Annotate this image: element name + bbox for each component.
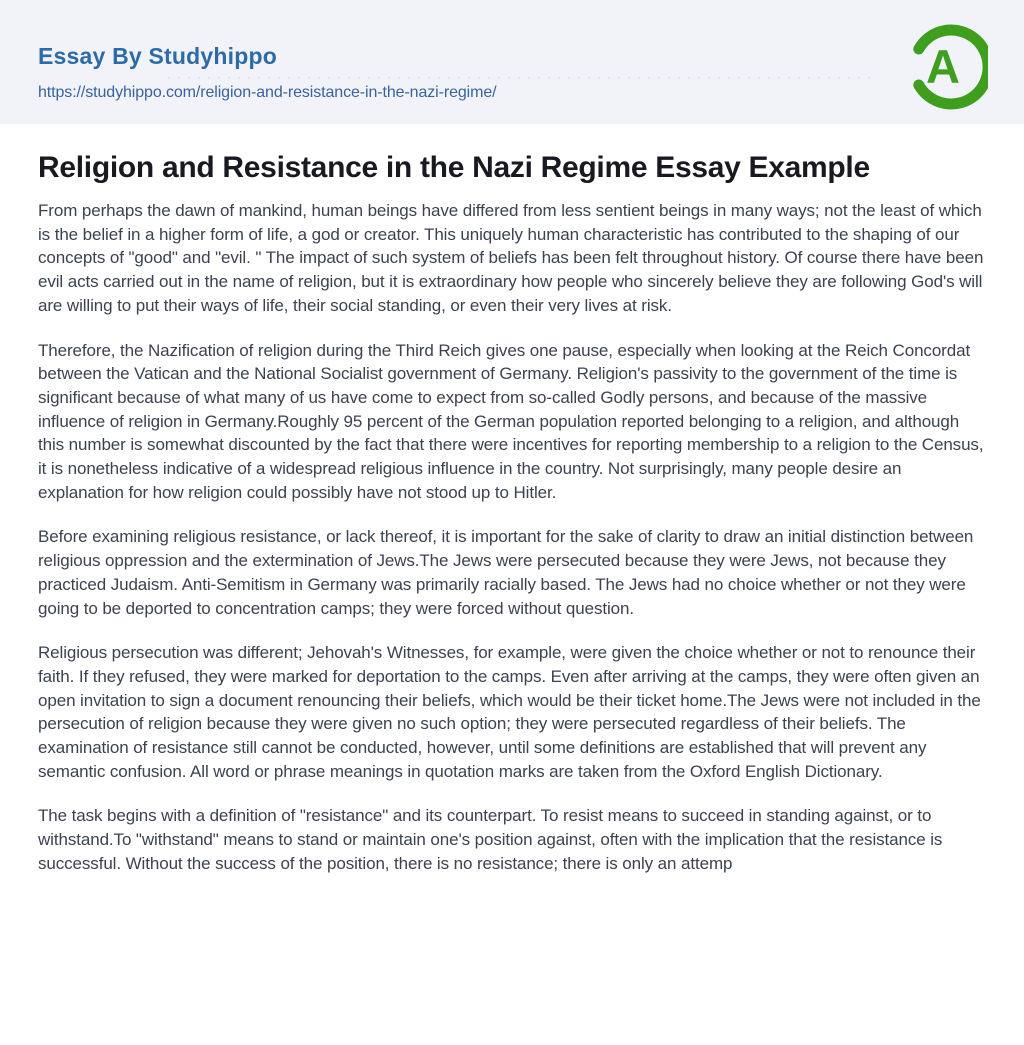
paragraph: Religious persecution was different; Jehovah's Witnesses, for example, were given the choice whether or not to renounce their faith. If they refused, they were marked for deportation to the camps. Even after arriving at the camps, they were often given an open invitation to sign a document renouncing their beliefs, which would be their ticket home.The Jews were not included in the persecution of religion because they were given no such option; they were persecuted regardless of their beliefs. The examination of resistance still cannot be conducted, however, until some definitions are established that will prevent any semantic confusion. All word or phrase meanings in quotation marks are taken from the Oxford English Dictionary. (38, 643, 981, 781)
paragraph: From perhaps the dawn of mankind, human beings have differed from less sentient beings in many ways; not the least of which is the belief in a higher form of life, a god or creator. This uniquely human characteristic has contributed to the shaping of our concepts of "good" and "evil. " The impact of such system of beliefs has been felt throughout history. Of course there have been evil acts carried out in the name of religion, but it is extraordinary how people who sincerely believe they are following God's will are willing to put their ways of life, their social standing, or even their very lives at risk. (38, 201, 984, 315)
source-url-link[interactable]: https://studyhippo.com/religion-and-resistance-in-the-nazi-regime/ (38, 84, 497, 101)
article-title: Religion and Resistance in the Nazi Regime Essay Example (38, 151, 870, 184)
logo-letter: A (926, 40, 960, 93)
page-header (0, 0, 1024, 124)
article-body (38, 199, 986, 876)
paragraph: The task begins with a definition of "resistance" and its counterpart. To resist means to succeed in standing against, or to withstand.To "withstand" means to stand or maintain one's position against, often with the implication that the resistance is successful. Without the success of the position, there is no resistance; there is only an attemp (38, 806, 943, 873)
site-title: Essay By Studyhippo (38, 43, 277, 69)
paragraph: Therefore, the Nazification of religion during the Third Reich gives one pause, especially when looking at the Reich Concordat between the Vatican and the National Socialist government of Germany. Religion's passivity to the government of the time is significant because of what many of us have come to expect from so-called Godly persons, and because of the massive influence of religion in Germany.Roughly 95 percent of the German population reported belonging to a religion, and although this number is somewhat discounted by the fact that there were incentives for reporting membership to a religion to the Census, it is nonetheless indicative of a widespread religious influence in the country. Not surprisingly, many people desire an explanation for how religion could possibly have not stood up to Hitler. (38, 340, 984, 502)
dotted-divider (168, 77, 876, 79)
article (0, 150, 1024, 876)
studyhippo-logo (904, 21, 988, 113)
paragraph: Before examining religious resistance, or lack thereof, it is important for the sake of clarity to draw an initial distinction between religious oppression and the extermination of Jews.The Jews were persecuted because they were Jews, not because they practiced Judaism. Anti-Semitism in Germany was primarily racially based. The Jews had no choice whether or not they were going to be deported to concentration camps; they were forced without question. (38, 527, 974, 618)
